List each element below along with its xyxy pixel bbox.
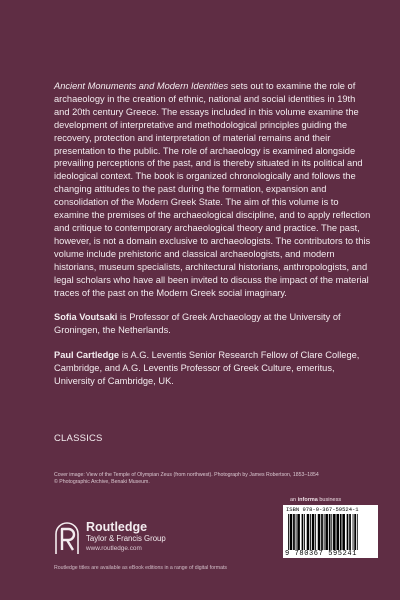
barcode-bars (286, 514, 375, 550)
isbn-label: ISBN 978-0-367-59524-1 (286, 506, 359, 513)
informa-business-tag (290, 497, 341, 503)
routledge-r-logo-icon (54, 520, 80, 554)
isbn-barcode (283, 505, 378, 558)
publisher-block (54, 520, 166, 554)
informa-suffix: business (317, 497, 342, 503)
cover-image-credit: Cover image: View of the Temple of Olympian Zeus (from northwest). Photograph by James Robertson, 1853–1854 © Photographic Archive, Benaki Museum. (54, 472, 319, 485)
publisher-group: Taylor & Francis Group (86, 534, 166, 543)
description-text: sets out to examine the role of archaeology in the creation of ethnic, national and social identities in 19th and 20th century Greece. The essays included in this volume examine the development of interpretative and methodological principles guiding the recovery, protection and interpretation of material remains and their presentation to the public. The role of archaeology is examined alongside prevailing perceptions of the past, and is thereby situated in its political and ideological context. The book is organized chronologically and follows the changing attitudes to the past during the formation, expansion and consolidation of the Modern Greek State. The aim of this volume is to examine the premises of the archaeological discipline, and to apply reflection and critique to contemporary archaeological theory and practice. The past, however, is not a domain exclusive to archaeologists. The contributors to this volume include prehistoric and classical archaeologists, and modern historians, museum specialists, architectural historians, anthropologists, and legal scholars who have all been invited to discuss the impact of the material traces of the past on the Modern Greek social imaginary. (54, 81, 371, 298)
publisher-name: Routledge (86, 520, 148, 534)
description-paragraph (54, 80, 372, 299)
editor-bio-cartledge (54, 349, 372, 388)
barcode-digits: 9 780367 595241 (285, 550, 358, 558)
editor-name: Paul Cartledge (54, 350, 120, 361)
publisher-text (86, 520, 166, 553)
informa-brand: informa (297, 497, 318, 503)
publisher-url: www.routledge.com (86, 545, 142, 552)
editor-name: Sofia Voutsaki (54, 312, 118, 323)
informa-prefix: an (290, 497, 298, 503)
ebook-note: Routledge titles are available as eBook editions in a range of digital formats (54, 565, 228, 571)
back-cover-blurb (54, 80, 372, 400)
editor-bio-text: is A.G. Leventis Senior Research Fellow of Clare College, Cambridge, and A.G. Leventis Professor of Greek Culture, emeritus, University of Cambridge, UK. (54, 350, 360, 387)
editor-bio-voutsaki (54, 311, 372, 337)
editor-bio-text: is Professor of Greek Archaeology at the University of Groningen, the Netherlands. (54, 312, 341, 336)
subject-category: CLASSICS (54, 433, 103, 444)
book-title: Ancient Monuments and Modern Identities (54, 81, 229, 91)
